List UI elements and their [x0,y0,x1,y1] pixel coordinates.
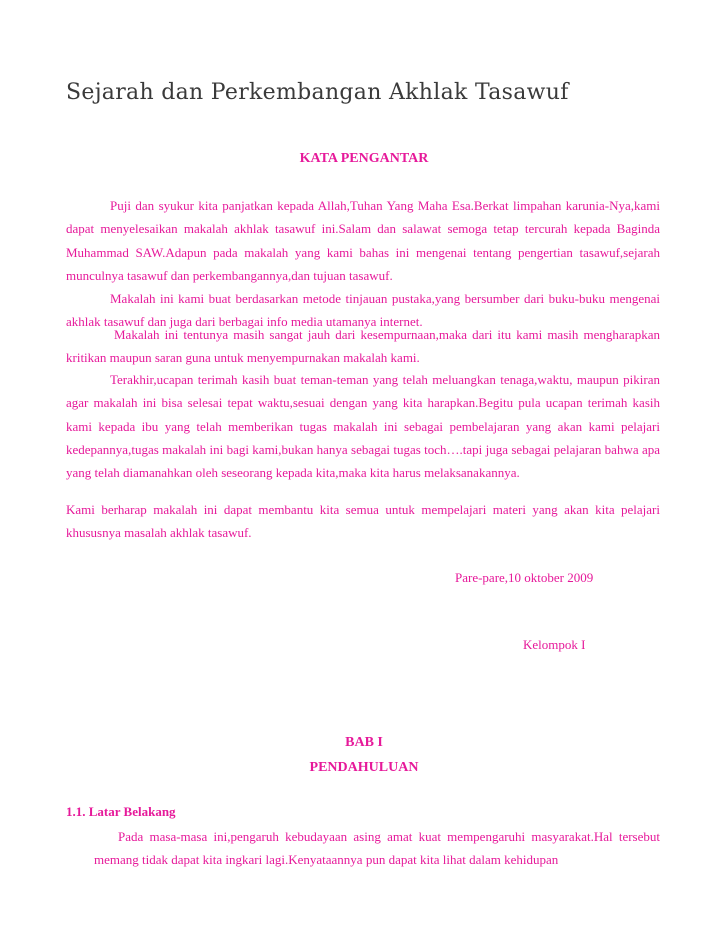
subsection-heading: 1.1. Latar Belakang [66,804,176,819]
paragraph-4: Terakhir,ucapan terimah kasih buat teman-teman yang telah meluangkan tenaga,waktu, maupun pikiran agar makalah ini bisa selesai tepat waktu,sesuai dengan yang kita harapkan.Begitu pula ucapan terimah kasih kami kepada ibu yang telah memberikan tugas makalah ini sebagai pembelajaran yang akan kami pelajari kedepannya,tugas makalah ini bagi kami,bukan hanya sebagai tugas toch….tapi juga sebagai pelajaran bahwa apa yang telah diamanahkan oleh seseorang kepada kita,maka kita harus melaksanakannya. [66,372,660,481]
subsection-text: Pada masa-masa ini,pengaruh kebudayaan asing amat kuat mempengaruhi masyarakat.Hal tersebut memang tidak dapat kita ingkari lagi.Kenyataannya pun dapat kita lihat dalam kehidupan [94,829,660,868]
section-heading: KATA PENGANTAR [299,151,429,166]
paragraph-3: Makalah ini tentunya masih sangat jauh dari kesempurnaan,maka dari itu kami masih mengharapkan kritikan maupun saran guna untuk menyempurnakan makalah kami. [66,327,660,366]
place-date: Pare-pare,10 oktober 2009 [455,570,594,585]
signature: Kelompok I [523,637,586,652]
paragraph-1: Puji dan syukur kita panjatkan kepada Allah,Tuhan Yang Maha Esa.Berkat limpahan karunia-Nya,kami dapat menyelesaikan makalah akhlak tasawuf ini.Salam dan salawat semoga tetap tercurah kepada Baginda Muhammad SAW.Adapun pada makalah yang kami bahas ini mengenai tentang pengertian tasawuf,sejarah munculnya tasawuf dan perkembangannya,dan tujuan tasawuf. [66,198,660,283]
paragraph-5: Kami berharap makalah ini dapat membantu kita semua untuk mempelajari materi yang akan kita pelajari khususnya masalah akhlak tasawuf. [66,502,660,541]
chapter-number: BAB I [345,735,383,750]
paragraph-2: Makalah ini kami buat berdasarkan metode tinjauan pustaka,yang bersumber dari buku-buku mengenai akhlak tasawuf dan juga dari berbagai info media utamanya internet. [66,291,660,330]
page-title: Sejarah dan Perkembangan Akhlak Tasawuf [66,80,569,105]
chapter-title: PENDAHULUAN [309,760,419,775]
